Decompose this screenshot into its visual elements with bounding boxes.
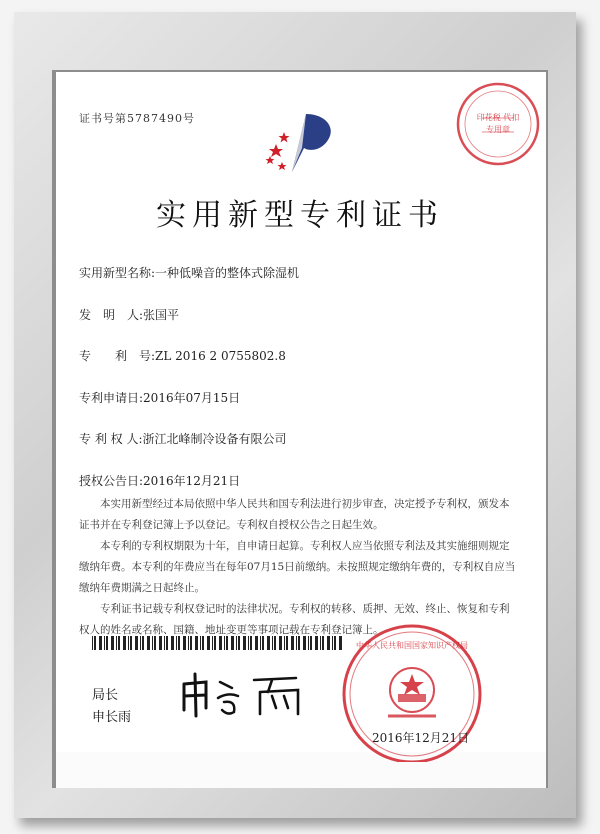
field-value: 一种低噪音的整体式除湿机 — [155, 266, 300, 280]
field-value: 张国平 — [143, 308, 180, 322]
field-label: 专利申请日: — [79, 391, 144, 405]
signature-title: 局长 — [92, 688, 119, 703]
tax-stamp-text: 印花税 代扣专用章 — [476, 113, 520, 134]
field-application-date — [79, 389, 240, 406]
certificate-number: 证书号第5787490号 — [79, 112, 195, 125]
field-grant-date — [79, 472, 240, 489]
certificate-title: 实用新型专利证书 — [156, 198, 444, 233]
field-label: 专 利 号: — [79, 349, 156, 363]
field-inventor — [79, 306, 179, 323]
barcode — [92, 636, 344, 650]
field-value: 浙江北峰制冷设备有限公司 — [142, 432, 287, 446]
field-label: 发 明 人: — [79, 308, 144, 322]
handwritten-signature — [176, 670, 316, 720]
field-label: 实用新型名称: — [79, 266, 156, 280]
issue-date: 2016年12月21日 — [372, 731, 470, 745]
patent-office-logo-icon — [262, 108, 342, 178]
paragraph-grant-notice: 本实用新型经过本局依照中华人民共和国专利法进行初步审查，决定授予专利权，颁发本证书并在专利登记簿上予以登记。专利权自授权公告之日起生效。 — [79, 498, 510, 531]
signature-name: 申长雨 — [92, 710, 132, 725]
field-label: 授权公告日: — [79, 474, 144, 488]
field-patent-number — [79, 347, 286, 364]
seal-text: 中华人民共和国国家知识产权局 — [356, 641, 468, 650]
field-label: 专 利 权 人: — [79, 432, 143, 446]
field-patentee — [79, 430, 287, 447]
paragraph-term-notice: 本专利的专利权期限为十年，自申请日起算。专利权人应当依照专利法及其实施细则规定缴纳年费。本专利的年费应当在每年07月15日前缴纳。未按照规定缴纳年费的，专利权自应当缴纳年费期满之日起终止。 — [79, 540, 516, 594]
field-value: 2016年12月21日 — [143, 474, 241, 488]
paragraph-legal-status: 专利证书记载专利权登记时的法律状况。专利权的转移、质押、无效、终止、恢复和专利权人的姓名或名称、国籍、地址变更等事项记载在专利登记簿上。 — [79, 603, 510, 636]
field-utility-model-name — [79, 264, 299, 281]
field-value: ZL 2016 2 0755802.8 — [155, 349, 286, 363]
field-value: 2016年07月15日 — [143, 391, 241, 405]
